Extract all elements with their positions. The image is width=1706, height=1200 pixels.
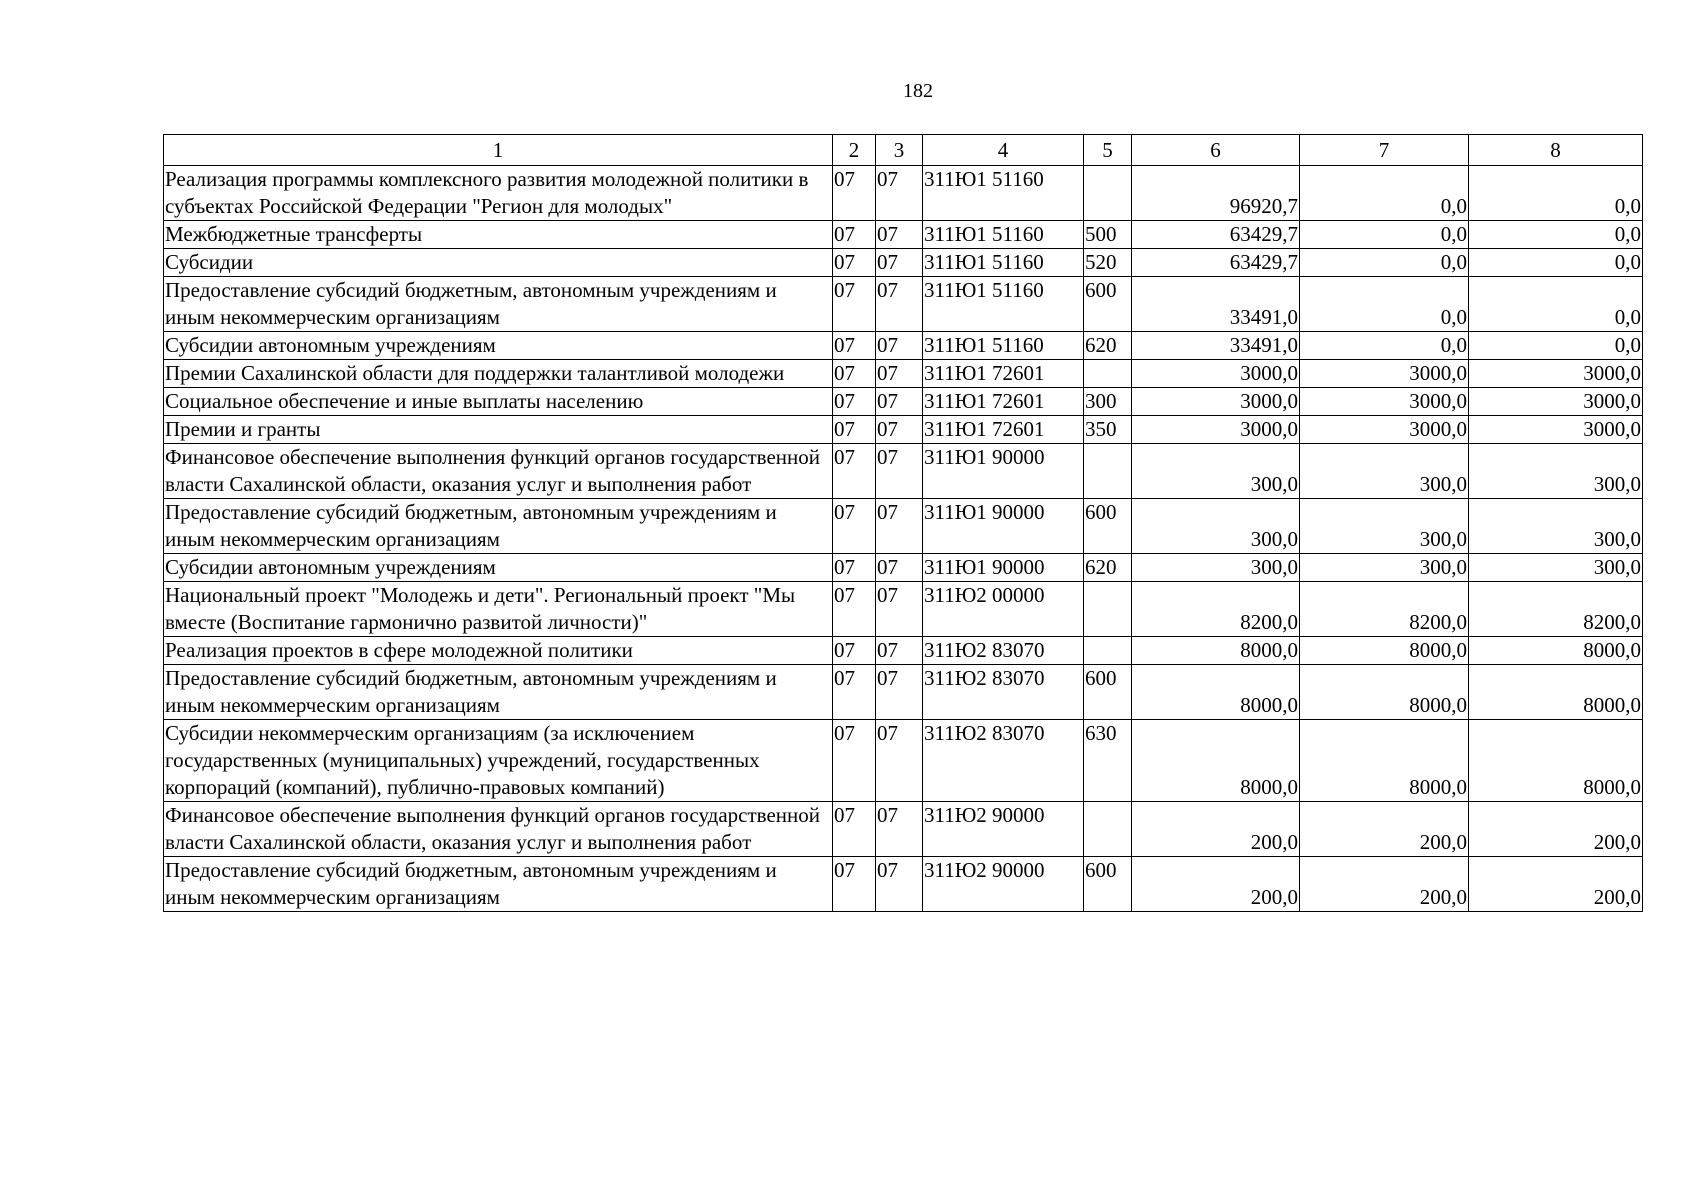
table-row [164,249,1643,277]
amount-col7-cell: 200,0 [1300,857,1469,912]
amount-col6-cell: 8000,0 [1132,665,1300,720]
table-body [164,166,1643,912]
amount-col7-cell: 3000,0 [1300,416,1469,444]
table-row [164,582,1643,637]
column-header: 3 [876,135,923,166]
expense-type-cell [1084,637,1132,665]
amount-col8-cell: 0,0 [1469,277,1643,332]
amount-col7-cell: 3000,0 [1300,360,1469,388]
subsection-cell: 07 [876,499,923,554]
target-article-cell: 311Ю2 00000 [923,582,1084,637]
target-article-cell: 311Ю2 83070 [923,665,1084,720]
subsection-cell: 07 [876,388,923,416]
table-row [164,802,1643,857]
subsection-cell: 07 [876,802,923,857]
amount-col6-cell: 300,0 [1132,444,1300,499]
amount-col7-cell: 8200,0 [1300,582,1469,637]
amount-col8-cell: 8000,0 [1469,720,1643,802]
section-cell: 07 [833,444,876,499]
section-cell: 07 [833,582,876,637]
amount-col6-cell: 200,0 [1132,802,1300,857]
amount-col6-cell: 3000,0 [1132,360,1300,388]
amount-col8-cell: 0,0 [1469,249,1643,277]
expense-type-cell: 620 [1084,332,1132,360]
amount-col8-cell: 0,0 [1469,166,1643,221]
subsection-cell: 07 [876,665,923,720]
section-cell: 07 [833,166,876,221]
expense-type-cell: 350 [1084,416,1132,444]
subsection-cell: 07 [876,582,923,637]
subsection-cell: 07 [876,221,923,249]
amount-col7-cell: 8000,0 [1300,720,1469,802]
item-name-cell: Предоставление субсидий бюджетным, автономным учреждениям и иным некоммерческим организациям [164,665,833,720]
item-name-cell: Субсидии [164,249,833,277]
target-article-cell: 311Ю1 90000 [923,444,1084,499]
amount-col8-cell: 200,0 [1469,802,1643,857]
item-name-cell: Национальный проект "Молодежь и дети". Региональный проект "Мы вместе (Воспитание гармонично развитой личности)" [164,582,833,637]
amount-col8-cell: 3000,0 [1469,416,1643,444]
table-row [164,221,1643,249]
header-row [164,135,1643,166]
amount-col7-cell: 0,0 [1300,277,1469,332]
amount-col7-cell: 300,0 [1300,499,1469,554]
subsection-cell: 07 [876,720,923,802]
table-row [164,332,1643,360]
expense-type-cell [1084,444,1132,499]
amount-col6-cell: 63429,7 [1132,221,1300,249]
subsection-cell: 07 [876,277,923,332]
amount-col6-cell: 3000,0 [1132,416,1300,444]
amount-col8-cell: 8200,0 [1469,582,1643,637]
item-name-cell: Предоставление субсидий бюджетным, автономным учреждениям и иным некоммерческим организациям [164,277,833,332]
section-cell: 07 [833,499,876,554]
section-cell: 07 [833,554,876,582]
expense-type-cell [1084,802,1132,857]
expense-type-cell: 630 [1084,720,1132,802]
amount-col7-cell: 300,0 [1300,444,1469,499]
amount-col6-cell: 300,0 [1132,554,1300,582]
item-name-cell: Социальное обеспечение и иные выплаты населению [164,388,833,416]
subsection-cell: 07 [876,360,923,388]
subsection-cell: 07 [876,166,923,221]
section-cell: 07 [833,221,876,249]
amount-col7-cell: 8000,0 [1300,665,1469,720]
amount-col6-cell: 33491,0 [1132,277,1300,332]
table-row [164,388,1643,416]
expense-type-cell: 600 [1084,499,1132,554]
table-row [164,554,1643,582]
target-article-cell: 311Ю1 51160 [923,221,1084,249]
table-row [164,360,1643,388]
target-article-cell: 311Ю1 90000 [923,499,1084,554]
section-cell: 07 [833,720,876,802]
column-header: 7 [1300,135,1469,166]
table-row [164,166,1643,221]
amount-col6-cell: 96920,7 [1132,166,1300,221]
table-row [164,416,1643,444]
amount-col6-cell: 3000,0 [1132,388,1300,416]
subsection-cell: 07 [876,332,923,360]
section-cell: 07 [833,802,876,857]
amount-col8-cell: 3000,0 [1469,388,1643,416]
amount-col6-cell: 8000,0 [1132,637,1300,665]
expense-type-cell: 600 [1084,665,1132,720]
subsection-cell: 07 [876,416,923,444]
amount-col8-cell: 3000,0 [1469,360,1643,388]
column-header: 5 [1084,135,1132,166]
amount-col7-cell: 200,0 [1300,802,1469,857]
target-article-cell: 311Ю1 90000 [923,554,1084,582]
amount-col7-cell: 8000,0 [1300,637,1469,665]
item-name-cell: Межбюджетные трансферты [164,221,833,249]
target-article-cell: 311Ю2 90000 [923,857,1084,912]
column-header: 8 [1469,135,1643,166]
amount-col6-cell: 63429,7 [1132,249,1300,277]
amount-col6-cell: 200,0 [1132,857,1300,912]
target-article-cell: 311Ю1 51160 [923,249,1084,277]
subsection-cell: 07 [876,444,923,499]
section-cell: 07 [833,360,876,388]
item-name-cell: Субсидии автономным учреждениям [164,554,833,582]
column-header: 6 [1132,135,1300,166]
amount-col6-cell: 300,0 [1132,499,1300,554]
amount-col8-cell: 8000,0 [1469,637,1643,665]
expense-type-cell [1084,166,1132,221]
target-article-cell: 311Ю1 51160 [923,166,1084,221]
amount-col6-cell: 33491,0 [1132,332,1300,360]
amount-col7-cell: 0,0 [1300,332,1469,360]
amount-col7-cell: 300,0 [1300,554,1469,582]
target-article-cell: 311Ю1 51160 [923,277,1084,332]
item-name-cell: Финансовое обеспечение выполнения функций органов государственной власти Сахалинской области, оказания услуг и выполнения работ [164,444,833,499]
section-cell: 07 [833,637,876,665]
amount-col8-cell: 300,0 [1469,499,1643,554]
column-header: 4 [923,135,1084,166]
item-name-cell: Субсидии некоммерческим организациям (за исключением государственных (муниципальных) учреждений, государственных корпораций (компаний), публично-правовых компаний) [164,720,833,802]
expense-type-cell: 620 [1084,554,1132,582]
amount-col7-cell: 0,0 [1300,221,1469,249]
expense-type-cell: 500 [1084,221,1132,249]
item-name-cell: Субсидии автономным учреждениям [164,332,833,360]
subsection-cell: 07 [876,554,923,582]
expense-type-cell [1084,582,1132,637]
table-row [164,637,1643,665]
section-cell: 07 [833,416,876,444]
target-article-cell: 311Ю1 72601 [923,416,1084,444]
section-cell: 07 [833,332,876,360]
subsection-cell: 07 [876,857,923,912]
section-cell: 07 [833,857,876,912]
item-name-cell: Предоставление субсидий бюджетным, автономным учреждениям и иным некоммерческим организациям [164,857,833,912]
amount-col8-cell: 0,0 [1469,221,1643,249]
item-name-cell: Финансовое обеспечение выполнения функций органов государственной власти Сахалинской области, оказания услуг и выполнения работ [164,802,833,857]
amount-col6-cell: 8200,0 [1132,582,1300,637]
target-article-cell: 311Ю1 72601 [923,360,1084,388]
section-cell: 07 [833,665,876,720]
table-row [164,665,1643,720]
budget-table [163,134,1643,912]
expense-type-cell [1084,360,1132,388]
amount-col8-cell: 200,0 [1469,857,1643,912]
column-header: 1 [164,135,833,166]
amount-col8-cell: 300,0 [1469,444,1643,499]
expense-type-cell: 520 [1084,249,1132,277]
section-cell: 07 [833,388,876,416]
amount-col6-cell: 8000,0 [1132,720,1300,802]
amount-col8-cell: 300,0 [1469,554,1643,582]
target-article-cell: 311Ю1 72601 [923,388,1084,416]
section-cell: 07 [833,277,876,332]
section-cell: 07 [833,249,876,277]
target-article-cell: 311Ю2 83070 [923,720,1084,802]
table-row [164,720,1643,802]
amount-col7-cell: 0,0 [1300,249,1469,277]
table-row [164,499,1643,554]
item-name-cell: Реализация программы комплексного развития молодежной политики в субъектах Российской Федерации "Регион для молодых" [164,166,833,221]
item-name-cell: Премии Сахалинской области для поддержки талантливой молодежи [164,360,833,388]
table-row [164,857,1643,912]
expense-type-cell: 600 [1084,277,1132,332]
expense-type-cell: 300 [1084,388,1132,416]
amount-col8-cell: 0,0 [1469,332,1643,360]
subsection-cell: 07 [876,637,923,665]
item-name-cell: Предоставление субсидий бюджетным, автономным учреждениям и иным некоммерческим организациям [164,499,833,554]
page-number: 182 [903,80,933,102]
subsection-cell: 07 [876,249,923,277]
amount-col7-cell: 0,0 [1300,166,1469,221]
table-row [164,277,1643,332]
amount-col8-cell: 8000,0 [1469,665,1643,720]
expense-type-cell: 600 [1084,857,1132,912]
item-name-cell: Реализация проектов в сфере молодежной политики [164,637,833,665]
target-article-cell: 311Ю1 51160 [923,332,1084,360]
column-header: 2 [833,135,876,166]
item-name-cell: Премии и гранты [164,416,833,444]
amount-col7-cell: 3000,0 [1300,388,1469,416]
target-article-cell: 311Ю2 83070 [923,637,1084,665]
target-article-cell: 311Ю2 90000 [923,802,1084,857]
table-row [164,444,1643,499]
